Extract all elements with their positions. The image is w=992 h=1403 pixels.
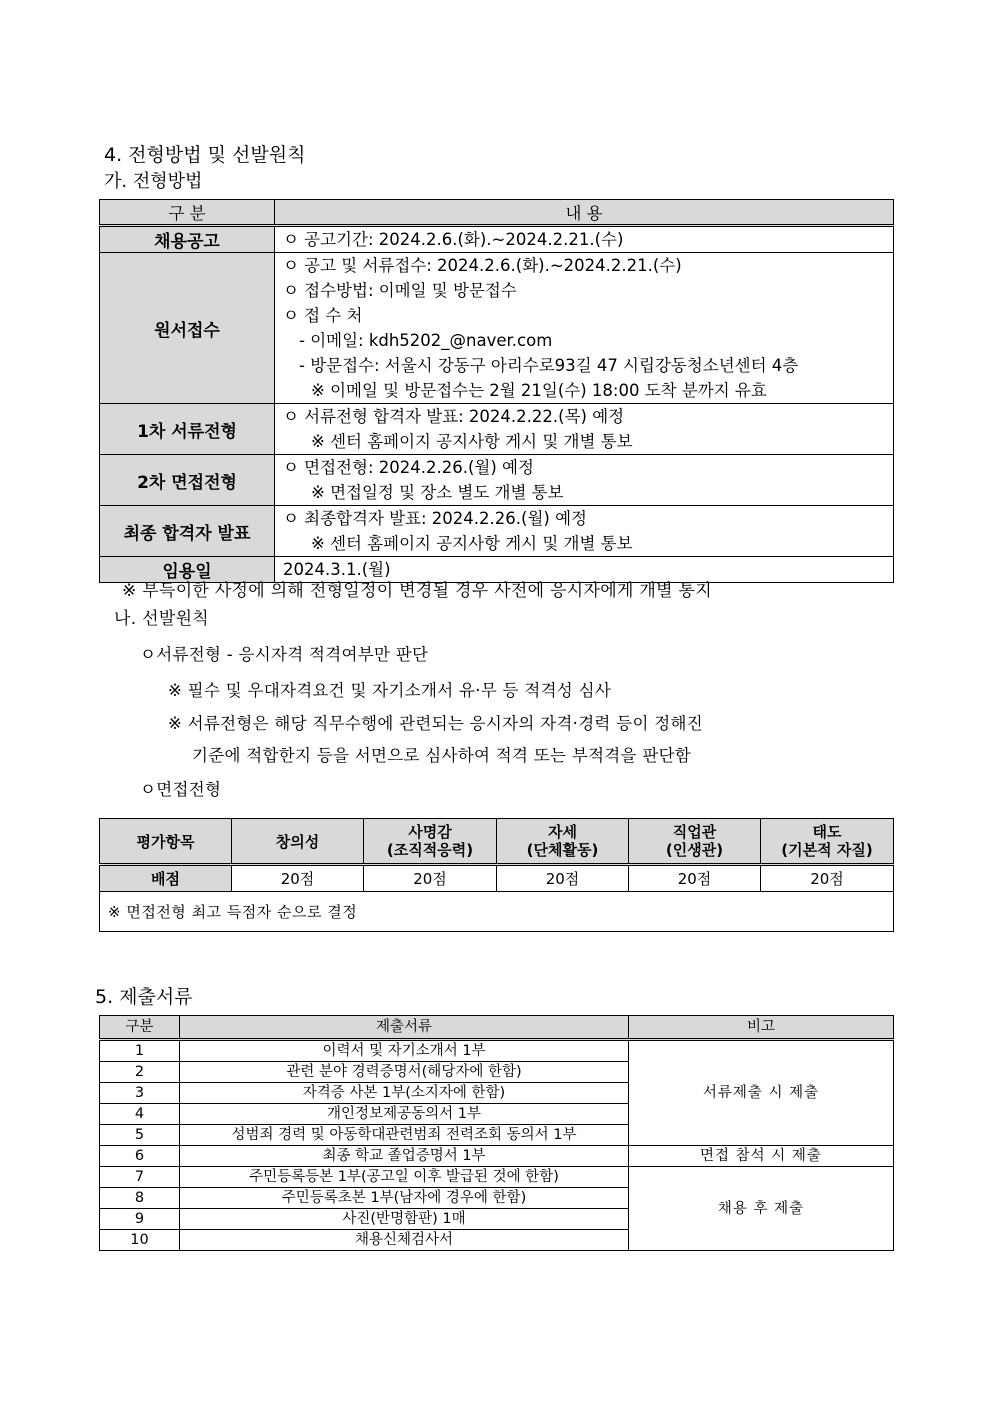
content-line: ※ 이메일 및 방문접수는 2월 21일(수) 18:00 도착 분까지 유효 [311, 381, 767, 400]
row-label: 임용일 [100, 557, 275, 583]
doc-no: 2 [100, 1062, 180, 1083]
doc-no: 9 [100, 1209, 180, 1230]
eval-header [364, 819, 497, 865]
content-line: ㅇ 접 수 처 [283, 306, 363, 325]
row-label: 2차 면접전형 [100, 455, 275, 506]
doc-remark: 채용 후 제출 [629, 1167, 894, 1251]
documents-table [99, 1015, 894, 1251]
content-line: ※ 면접일정 및 장소 별도 개별 통보 [311, 483, 564, 502]
eval-score: 20점 [629, 865, 761, 892]
row-label: 원서접수 [100, 253, 275, 404]
eval-score-label: 배점 [100, 865, 232, 892]
row-content [275, 404, 894, 455]
doc-remark: 서류제출 시 제출 [629, 1040, 894, 1146]
schedule-change-note: ※ 부득이한 사정에 의해 전형일정이 변경될 경우 사전에 응시자에게 개별 통지 [122, 581, 712, 601]
content-line: ㅇ 공고기간: 2024.2.6.(화).~2024.2.21.(수) [283, 230, 624, 249]
eval-header-main: 사명감 [408, 823, 452, 841]
section4-sub-a: 가. 전형방법 [104, 171, 203, 192]
table-row [100, 455, 894, 506]
table-header-row [100, 200, 894, 226]
content-line: - 방문접수: 서울시 강동구 아리수로93길 47 시립강동청소년센터 4층 [299, 356, 799, 375]
principle-note: ※ 서류전형은 해당 직무수행에 관련되는 응시자의 자격·경력 등이 정해진 [168, 714, 703, 733]
eval-header-sub: (단체활동) [526, 841, 599, 859]
eval-score: 20점 [497, 865, 629, 892]
principle-note: 기준에 적합한지 등을 서면으로 심사하여 적격 또는 부적격을 판단함 [192, 746, 692, 765]
doc-name: 사진(반명함판) 1매 [180, 1209, 629, 1230]
doc-no: 6 [100, 1146, 180, 1167]
row-label: 1차 서류전형 [100, 404, 275, 455]
doc-name: 채용신체검사서 [180, 1230, 629, 1251]
table-row [100, 506, 894, 557]
doc-no: 3 [100, 1083, 180, 1104]
eval-header [497, 819, 629, 865]
principle-note: ※ 필수 및 우대자격요건 및 자기소개서 유·무 등 적격성 심사 [168, 681, 612, 700]
eval-header-sub: (인생관) [665, 841, 724, 859]
table-row [100, 1146, 894, 1167]
row-content [275, 506, 894, 557]
content-line: ㅇ 서류전형 합격자 발표: 2024.2.22.(목) 예정 [283, 407, 625, 426]
doc-name: 관련 분야 경력증명서(해당자에 한함) [180, 1062, 629, 1083]
content-line: ㅇ 면접전형: 2024.2.26.(월) 예정 [283, 458, 534, 477]
row-label: 최종 합격자 발표 [100, 506, 275, 557]
table-row [100, 253, 894, 404]
content-line: ㅇ 최종합격자 발표: 2024.2.26.(월) 예정 [283, 509, 587, 528]
eval-header-main: 자세 [548, 823, 577, 841]
eval-score: 20점 [232, 865, 364, 892]
eval-score: 20점 [761, 865, 894, 892]
row-content [275, 253, 894, 404]
eval-header-sub: (기본적 자질) [781, 841, 873, 859]
docs-header: 구분 [100, 1016, 180, 1040]
doc-name: 자격증 사본 1부(소지자에 한함) [180, 1083, 629, 1104]
principle-document: ㅇ서류전형 - 응시자격 적격여부만 판단 [140, 645, 429, 664]
doc-name: 주민등록초본 1부(남자에 경우에 한함) [180, 1188, 629, 1209]
eval-header [629, 819, 761, 865]
interview-eval-table [99, 818, 894, 932]
header-content: 내 용 [275, 200, 894, 226]
principle-interview: ㅇ면접전형 [140, 780, 222, 799]
doc-remark: 면접 참석 시 제출 [629, 1146, 894, 1167]
content-line: - 이메일: kdh5202_@naver.com [299, 331, 553, 350]
doc-no: 1 [100, 1040, 180, 1062]
doc-name: 이력서 및 자기소개서 1부 [180, 1040, 629, 1062]
content-line: ㅇ 접수방법: 이메일 및 방문접수 [283, 281, 517, 300]
docs-header: 제출서류 [180, 1016, 629, 1040]
eval-note-row [100, 892, 894, 932]
content-line: ※ 센터 홈페이지 공지사항 게시 및 개별 통보 [311, 432, 633, 451]
doc-no: 8 [100, 1188, 180, 1209]
eval-header: 평가항목 [100, 819, 232, 865]
content-line: ㅇ 공고 및 서류접수: 2024.2.6.(화).~2024.2.21.(수) [283, 256, 682, 275]
row-content [275, 455, 894, 506]
doc-name: 최종 학교 졸업증명서 1부 [180, 1146, 629, 1167]
doc-no: 7 [100, 1167, 180, 1188]
eval-header: 창의성 [232, 819, 364, 865]
doc-name: 성범죄 경력 및 아동학대관련범죄 전력조회 동의서 1부 [180, 1125, 629, 1146]
eval-note: ※ 면접전형 최고 득점자 순으로 결정 [100, 892, 894, 932]
content-line: 2024.3.1.(월) [283, 560, 391, 579]
eval-header-row [100, 819, 894, 865]
docs-header: 비고 [629, 1016, 894, 1040]
eval-header-main: 직업관 [672, 823, 717, 841]
section4-sub-b: 나. 선발원칙 [114, 609, 210, 629]
table-row [100, 404, 894, 455]
content-line: ※ 센터 홈페이지 공지사항 게시 및 개별 통보 [311, 534, 633, 553]
row-label: 채용공고 [100, 226, 275, 253]
eval-header [761, 819, 894, 865]
table-row [100, 1167, 894, 1188]
doc-no: 4 [100, 1104, 180, 1125]
doc-name: 주민등록등본 1부(공고일 이후 발급된 것에 한함) [180, 1167, 629, 1188]
eval-header-main: 태도 [812, 823, 842, 841]
table-row [100, 1040, 894, 1062]
section4-title: 4. 전형방법 및 선발원칙 [104, 144, 306, 166]
table-row [100, 226, 894, 253]
selection-method-table [99, 199, 894, 583]
doc-name: 개인정보제공동의서 1부 [180, 1104, 629, 1125]
eval-header-sub: (조직적응력) [386, 841, 474, 859]
doc-no: 5 [100, 1125, 180, 1146]
eval-score: 20점 [364, 865, 497, 892]
row-content [275, 226, 894, 253]
eval-score-row [100, 865, 894, 892]
section5-title: 5. 제출서류 [95, 986, 193, 1008]
doc-no: 10 [100, 1230, 180, 1251]
docs-header-row [100, 1016, 894, 1040]
header-category: 구 분 [100, 200, 275, 226]
